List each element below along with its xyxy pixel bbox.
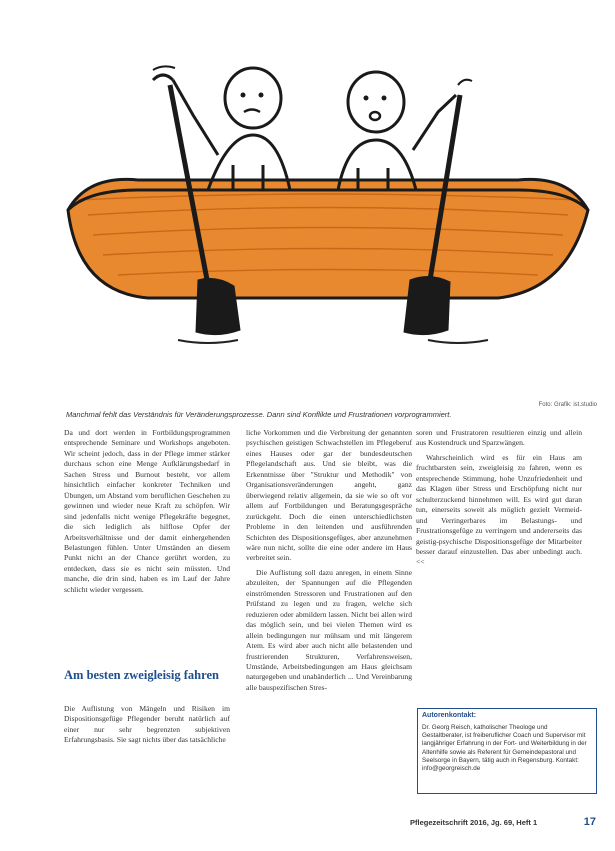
author-contact-heading: Autorenkontakt:	[422, 712, 477, 719]
article-paragraph: Da und dort werden in Fortbildungsprogrammen entsprechende Seminare und Workshops angeboten. Wir scheint jedoch, dass in der Pflege immer stärker durchaus schon eine Menge Aufklärungsbedarf in Sachen Stress und Burnout besteht, vor allem hinsichtlich einfacher konkreter Techniken und Übungen, um Abstand vom beruflichen Geschehen zu gewinnen und wieder neue Kraft zu schöpfen. Wir sind jedenfalls nicht wenige Pflegekräfte begegnet, die sich lediglich als hilflose Opfer der Arbeitsverhältnisse und der damit einhergehenden Belastungen fühlen. Unter Umständen an diesem Punkt nicht an der Chance gerührt worden, zu entdecken, dass sie es nicht sein müssten. Und manche, die drin sind, haben es im Lauf der Jahre schlicht wieder vergessen.	[64, 428, 230, 594]
page-number: 17	[583, 816, 596, 828]
author-contact-box	[417, 708, 597, 794]
figure-caption: Manchmal fehlt das Verständnis für Veränderungsprozesse. Dann sind Konflikte und Frustrationen vorprogrammiert.	[66, 410, 452, 419]
author-contact-text: Dr. Georg Reisch, katholischer Theologe und Gestaltberater, ist freiberuflicher Coach und Supervisor mit langjähriger Erfahrung in der Fort- und Weiterbildung in der Altenhilfe sowie als Referent für Gemeindepastoral und Seelsorge in Bayern, tätig auch in Regensburg. Kontakt: info@georgreisch.de	[422, 724, 587, 773]
right-paddler	[338, 72, 456, 190]
article-paragraph: Wahrscheinlich wird es für ein Haus am fruchtbarsten sein, zweigleisig zu fahren, wenn es entsprechende Stimmung, hohe Unzufriedenheit und das Klagen über Stress und Erschöpfung nicht nur schulterzuckend hinnehmen will. Es wird gut daran tun, einerseits soweit als möglich gezielt Vermeid- und Verringerbares im Belastungs- und Frustrationsgefüge zu verringern und andererseits das geistig-psychische Dispositionsgefüge der Mitarbeiter besser darauf einzustellen. Das aber unbedingt auch. <<	[416, 452, 582, 567]
article-column-3	[416, 428, 582, 678]
canoe-illustration	[58, 40, 598, 400]
section-heading: Am besten zweigleisig fahren	[64, 668, 219, 682]
left-paddler	[153, 68, 290, 190]
article-paragraph: liche Vorkommen und die Verbreitung der genannten psychischen geistigen Schwachstellen im Pflegeberuf eines Hauses oder gar der bundesdeutschen Pflegelandschaft aus. Und sie bleibt, was die Erkenntnisse über "Struktur und Methodik" von Organisationsveränderungen angeht, ganz überwiegend relativ allgemein, da sie wie so oft vor allem auf Fortbildungen und Beratungsgespräche zurückgeht. Doch die einen unterschiedlichsten Probleme in den leitenden und ausführenden Schichten des Dispositionsgefüges, aber anzunehmen wäre nun nicht, sollte die eine oder andere im Haus verbreitet sein.	[246, 428, 412, 563]
article-paragraph: soren und Frustratoren resultieren einzig und allein aus Kostendruck und Sparzwängen.	[416, 428, 582, 448]
article-paragraph: Die Auflistung von Mängeln und Risiken im Dispositionsgefüge Pflegender beruht natürlich auf einer nur sehr begrenzten subjektiven Erfahrungsbasis. Sie sagt nichts über das tatsächliche	[64, 704, 230, 745]
image-credit: Foto: Grafik: ist.studio	[538, 402, 597, 408]
article-paragraph: Die Auflistung soll dazu anregen, in einem Sinne abzuleiten, der Spannungen auf die Pflegenden einströmenden Stressoren und Frustrationen auf den Prüfstand zu legen und zu fragen, welche sich reduzieren oder abmildern lassen. Nicht bei allen wird das möglich sein, und bei vielen Themen wird es allein bedingungen nur mühsam und mit längerem Atem. Es wird aber auch nicht alle belastenden und frustrierenden Strukturen, Verfahrensweisen, Umstände, Arbeitsbedingungen am Haus gleichsam naturgegeben und unabänderlich ... Und Vereinbarung alle bauspezifischen Stres-	[246, 567, 412, 692]
canoe-drawing	[58, 40, 598, 400]
article-column-2	[246, 428, 412, 828]
journal-citation: Pflegezeitschrift 2016, Jg. 69, Heft 1	[410, 818, 538, 827]
page-footer	[410, 818, 596, 830]
